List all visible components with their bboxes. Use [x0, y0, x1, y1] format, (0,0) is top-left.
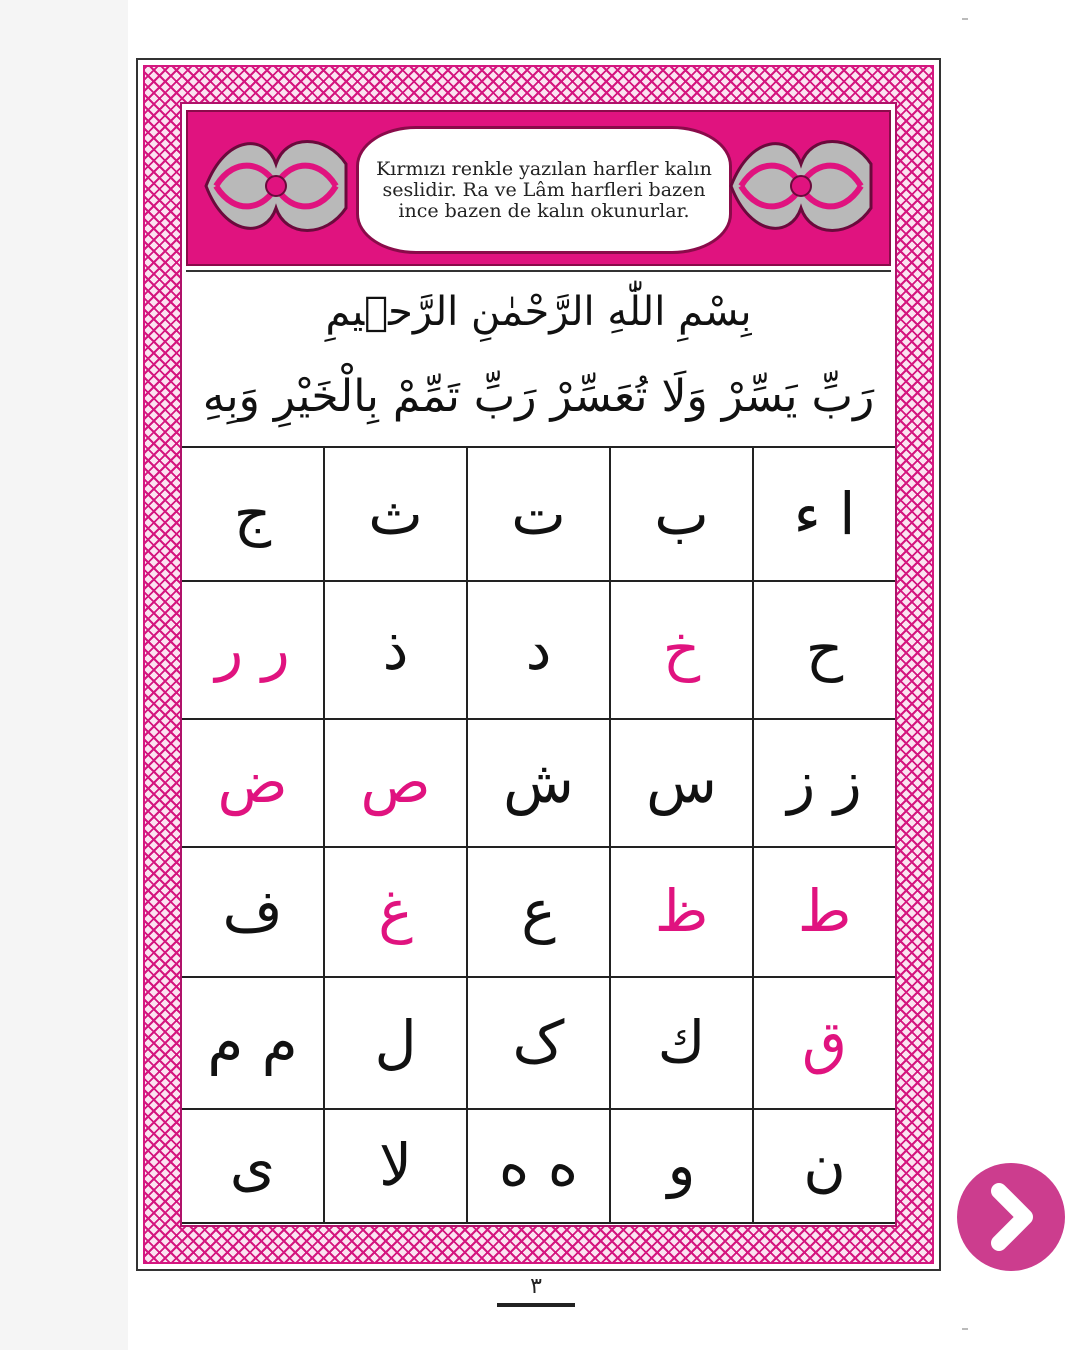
letter-cell: ث [323, 448, 466, 580]
letter-cell: ذ [323, 580, 466, 718]
letter-cell-heavy: غ [323, 846, 466, 976]
letter-cell: ك [609, 976, 752, 1108]
alphabet-row [182, 976, 895, 1110]
letter-cell: ل [323, 976, 466, 1108]
book-page [136, 58, 941, 1271]
letter-cell: ه ه [466, 1108, 609, 1222]
floral-ornament-left [196, 124, 356, 248]
page-number-underline [497, 1303, 575, 1307]
letter-cell: ع [466, 846, 609, 976]
letter-cell: ک [466, 976, 609, 1108]
dua-line: رَبِّ يَسِّرْ وَلَا تُعَسِّرْ رَبِّ تَمِّمْ بِالْخَيْرِ وَبِهِ [202, 371, 875, 422]
letter-cell: ت [466, 448, 609, 580]
page-number: ٣ [530, 1274, 542, 1299]
text-cartouche [356, 126, 732, 254]
letter-cell: ش [466, 718, 609, 846]
letter-cell-heavy: ق [752, 976, 895, 1108]
letter-cell: س [609, 718, 752, 846]
basmala: بِسْمِ اللّٰهِ الرَّحْمٰنِ الرَّح۪يمِ [325, 289, 752, 335]
floral-ornament-right [721, 124, 881, 248]
chevron-right-icon [957, 1163, 1065, 1271]
alphabet-grid [182, 446, 895, 1225]
alphabet-row [182, 846, 895, 978]
page-content [180, 102, 897, 1227]
letter-cell: ز ز [752, 718, 895, 846]
alphabet-row [182, 718, 895, 848]
alphabet-row [182, 1108, 895, 1224]
letter-cell-heavy: ظ [609, 846, 752, 976]
left-margin-shade [0, 0, 128, 1350]
alphabet-row [182, 580, 895, 720]
crop-mark [962, 1328, 968, 1330]
letter-cell-heavy: ر ر [215, 615, 290, 683]
letter-cell-heavy: ص [323, 718, 466, 846]
letter-cell: ح [752, 580, 895, 718]
crop-mark [962, 18, 968, 20]
banner-text: Kırmızı renkle yazılan harfler kalın seslidir. Ra ve Lâm harfleri bazen ince bazen de kalın okunurlar. [376, 157, 712, 222]
letter-cell-heavy: ض [217, 748, 288, 816]
letter-cell: و [609, 1108, 752, 1222]
letter-cell: ب [609, 448, 752, 580]
letter-cell: ا ء [752, 448, 895, 580]
letter-cell: د [466, 580, 609, 718]
letter-cell: لا [323, 1108, 466, 1222]
letter-cell: ى [229, 1131, 276, 1199]
next-page-button[interactable] [957, 1163, 1065, 1271]
letter-cell: ن [752, 1108, 895, 1222]
letter-cell-heavy: خ [609, 580, 752, 718]
letter-cell: ف [222, 877, 283, 945]
divider-line [186, 270, 891, 272]
letter-cell: م م [207, 1008, 298, 1076]
letter-cell: ج [233, 480, 272, 548]
info-banner [186, 110, 891, 266]
alphabet-row [182, 448, 895, 582]
letter-cell-heavy: ط [752, 846, 895, 976]
